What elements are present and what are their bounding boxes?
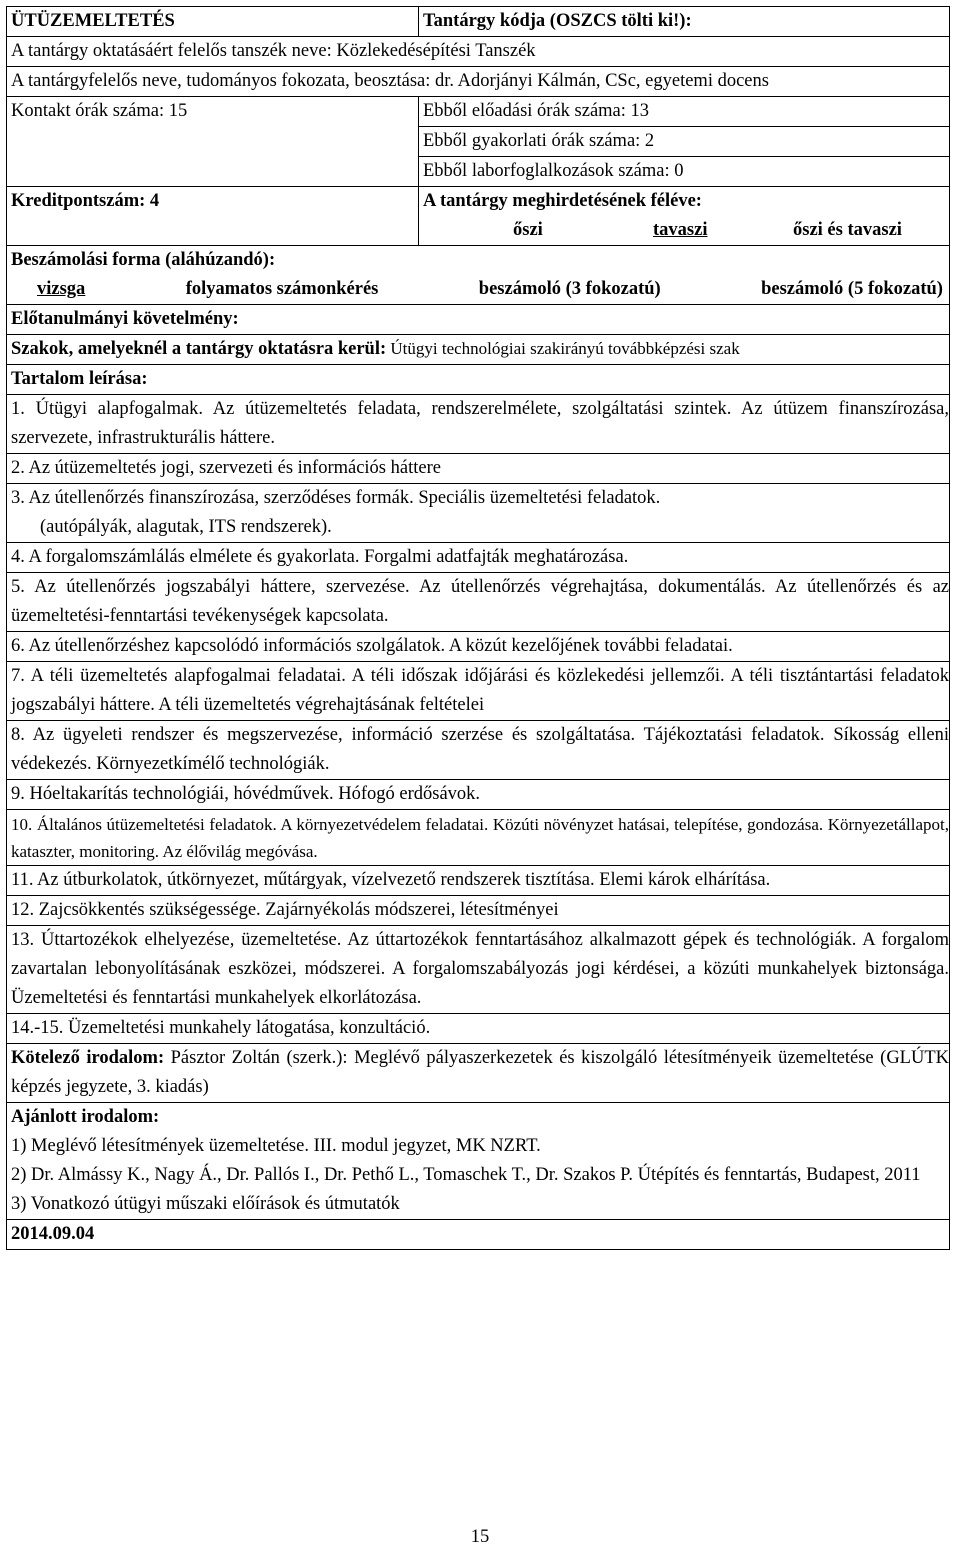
assessment-5-grade: beszámoló (5 fokozatú)	[761, 279, 943, 299]
course-table	[6, 6, 950, 1250]
mandatory-lit-value: Pásztor Zoltán (szerk.): Meglévő pályaszerkezetek és kiszolgáló létesítményeik üzemeltetése (GLÚTK képzés jegyzete, 3. kiadás)	[11, 1048, 950, 1097]
credits: Kreditpontszám: 4	[7, 187, 419, 246]
content-item-7: 7. A téli üzemeltetés alapfogalmai feladatai. A téli időszak időjárási és közlekedési jellemzői. A téli tisztántartási feladatok jogszabályi háttere. A téli üzemeltetés végrehajtásának feltételei	[7, 662, 950, 721]
course-sheet	[6, 6, 949, 1250]
content-item-5: 5. Az útellenőrzés jogszabályi háttere, szervezése. Az útellenőrzés végrehajtása, dokumentálás. Az útellenőrzés és az üzemeltetési-fenntartási tevékenységek kapcsolata.	[7, 573, 950, 632]
practice-hours: Ebből gyakorlati órák száma: 2	[419, 127, 950, 157]
course-code-label: Tantárgy kódja (OSZCS tölti ki!):	[419, 7, 950, 37]
content-item-1: 1. Útügyi alapfogalmak. Az útüzemeltetés feladata, rendszerelmélete, szolgáltatási szintek. Az útüzem finanszírozása, szervezete, infrastrukturális háttere.	[7, 395, 950, 454]
recommended-lit-item-3: 3) Vonatkozó útügyi műszaki előírások és útmutatók	[11, 1194, 400, 1214]
content-item-3-line1: 3. Az útellenőrzés finanszírozása, szerződéses formák. Speciális üzemeltetési feladatok.	[11, 488, 661, 508]
content-item-13: 13. Úttartozékok elhelyezése, üzemeltetése. Az úttartozékok fenntartásához alkalmazott gépek és technológiák. A forgalom zavartalan lebonyolításának eszközei, módszerei. A forgalomszabályozás jogi kérdései, a közúti munkahelyek biztonsága. Üzemeltetési és fenntartási munkahelyek elkorlátozása.	[7, 926, 950, 1014]
majors-label: Szakok, amelyeknél a tantárgy oktatásra kerül:	[11, 339, 387, 359]
content-item-10: 10. Általános útüzemeltetési feladatok. A környezetvédelem feladatai. Közúti növényzet hatásai, telepítése, gondozása. Környezetállapot, kataszter, monitoring. Az élővilág megóvása.	[7, 810, 950, 866]
page-number: 15	[470, 1527, 490, 1547]
assessment-3-grade: beszámoló (3 fokozatú)	[478, 279, 661, 299]
majors-value: Útügyi technológiai szakirányú továbbképzési szak	[386, 339, 740, 358]
content-item-9: 9. Hóeltakarítás technológiái, hóvédművek. Hófogó erdősávok.	[7, 780, 950, 810]
recommended-lit-item-2: 2) Dr. Almássy K., Nagy Á., Dr. Pallós I., Dr. Pethő L., Tomaschek T., Dr. Szakos P. Útépítés és fenntartás, Budapest, 2011	[11, 1165, 921, 1185]
recommended-lit-label: Ajánlott irodalom:	[11, 1107, 160, 1127]
assessment-label: Beszámolási forma (aláhúzandó):	[11, 250, 276, 270]
mandatory-lit-cell	[7, 1044, 950, 1103]
semester-option-autumn: őszi	[513, 220, 543, 240]
recommended-lit-cell	[7, 1103, 950, 1220]
mandatory-lit-label: Kötelező irodalom:	[11, 1048, 165, 1068]
contact-hours: Kontakt órák száma: 15	[7, 97, 419, 127]
department-line: A tantárgy oktatásáért felelős tanszék neve: Közlekedésépítési Tanszék	[7, 37, 950, 67]
content-item-2: 2. Az útüzemeltetés jogi, szervezeti és információs háttere	[7, 454, 950, 484]
content-item-6: 6. Az útellenőrzéshez kapcsolódó információs szolgálatok. A közút kezelőjének további feladatai.	[7, 632, 950, 662]
semester-cell	[419, 187, 950, 246]
prerequisite: Előtanulmányi követelmény:	[7, 305, 950, 335]
assessment-cell	[7, 246, 950, 305]
semester-label: A tantárgy meghirdetésének féléve:	[423, 191, 702, 211]
course-title: ÜTÜZEMELTETÉS	[7, 7, 419, 37]
assessment-options	[11, 275, 949, 304]
majors-cell	[7, 335, 950, 365]
semester-options	[423, 216, 949, 245]
lecture-hours: Ebből előadási órák száma: 13	[419, 97, 950, 127]
content-item-11: 11. Az útburkolatok, útkörnyezet, műtárgyak, vízelvezető rendszerek tisztítása. Elemi károk elhárítása.	[7, 866, 950, 896]
assessment-continuous: folyamatos számonkérés	[185, 279, 379, 299]
content-item-3-line2: (autópályák, alagutak, ITS rendszerek).	[40, 517, 332, 537]
date: 2014.09.04	[7, 1220, 950, 1250]
recommended-lit-item-1: 1) Meglévő létesítmények üzemeltetése. III. modul jegyzet, MK NZRT.	[11, 1136, 541, 1156]
assessment-exam: vizsga	[37, 279, 86, 299]
content-label: Tartalom leírása:	[7, 365, 950, 395]
content-item-8: 8. Az ügyeleti rendszer és megszervezése, információ szerzése és szolgáltatása. Tájékoztatási feladatok. Síkosság elleni védekezés. Környezetkímélő technológiák.	[7, 721, 950, 780]
semester-option-both: őszi és tavaszi	[793, 220, 902, 240]
responsible-line: A tantárgyfelelős neve, tudományos fokozata, beosztása: dr. Adorjányi Kálmán, CSc, egyetemi docens	[7, 67, 950, 97]
content-item-12: 12. Zajcsökkentés szükségessége. Zajárnyékolás módszerei, létesítményei	[7, 896, 950, 926]
content-item-4: 4. A forgalomszámlálás elmélete és gyakorlata. Forgalmi adatfajták meghatározása.	[7, 543, 950, 573]
content-item-3	[7, 484, 950, 543]
lab-hours: Ebből laborfoglalkozások száma: 0	[419, 157, 950, 187]
content-item-14: 14.-15. Üzemeltetési munkahely látogatása, konzultáció.	[7, 1014, 950, 1044]
semester-option-spring: tavaszi	[653, 220, 708, 240]
